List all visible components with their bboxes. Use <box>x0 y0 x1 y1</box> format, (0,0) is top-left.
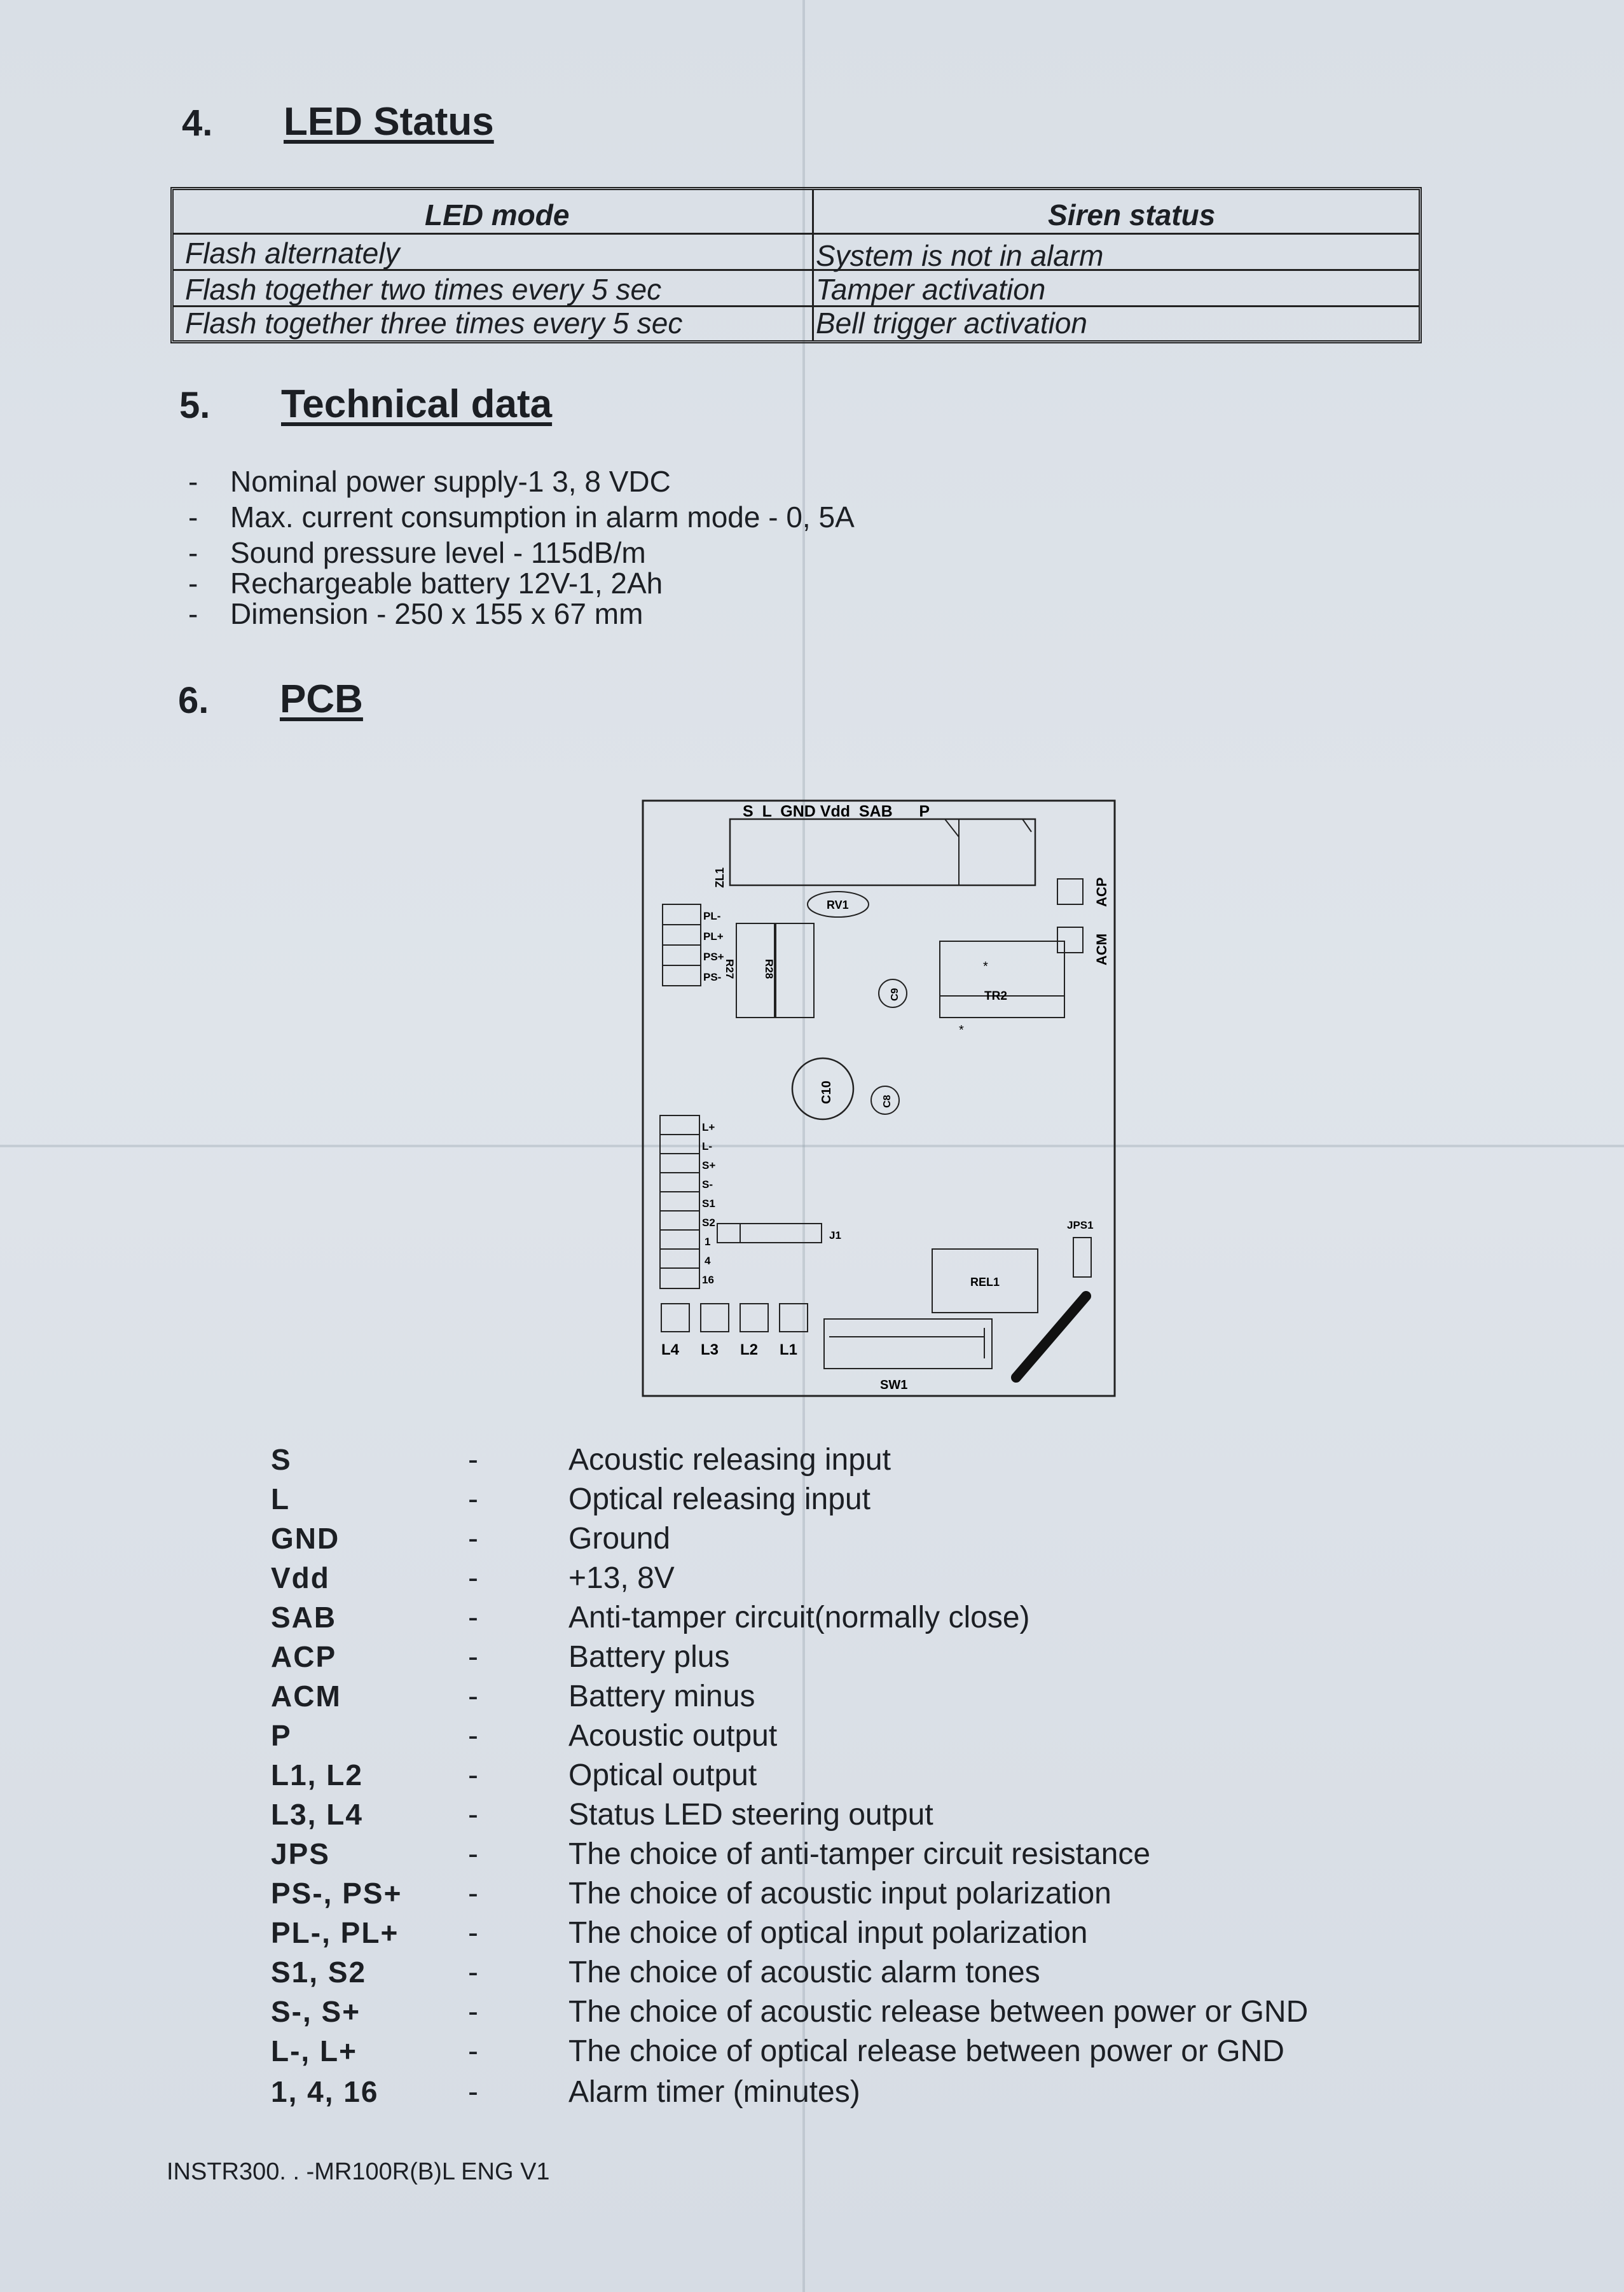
pl-minus-label: PL- <box>703 910 721 922</box>
section-title-led: LED Status <box>284 100 494 144</box>
legend-dash: - <box>468 1956 478 1989</box>
header-siren-status: Siren status <box>1048 198 1216 231</box>
legend-description: The choice of anti-tamper circuit resistance <box>568 1837 1151 1871</box>
legend-description: The choice of acoustic alarm tones <box>568 1956 1040 1989</box>
pin-label-s-plus: S+ <box>702 1159 716 1171</box>
tech-item-text: Max. current consumption in alarm mode - 0, 5A <box>230 501 855 534</box>
section-title-pcb: PCB <box>280 677 363 721</box>
p-connector <box>959 819 1035 885</box>
legend-key: Vdd <box>271 1561 330 1594</box>
led-l4 <box>661 1304 689 1332</box>
legend-dash: - <box>468 1798 478 1832</box>
tech-item-text: Sound pressure level - 115dB/m <box>230 536 646 569</box>
c10-label: C10 <box>820 1080 834 1104</box>
section-number-pcb: 6. <box>178 680 209 721</box>
legend-description: The choice of acoustic release between power or GND <box>568 1995 1309 2029</box>
legend-key: SAB <box>271 1601 337 1634</box>
legend-dash: - <box>468 1522 478 1556</box>
table-row <box>174 307 1419 340</box>
header-led-mode: LED mode <box>425 198 570 231</box>
led-l2 <box>740 1304 768 1332</box>
legend-dash: - <box>468 1601 478 1634</box>
ps-minus-label: PS- <box>703 971 722 983</box>
legend-dash: - <box>468 1916 478 1950</box>
legend-dash: - <box>468 1995 478 2029</box>
legend-dash: - <box>468 1837 478 1871</box>
pin-label-s1: S1 <box>702 1198 715 1210</box>
legend-key: S <box>271 1443 292 1476</box>
legend-key: L <box>271 1482 291 1515</box>
c9-label: C9 <box>890 988 900 1001</box>
tr2-star-icon: * <box>983 960 988 974</box>
legend-description: Optical output <box>568 1758 757 1792</box>
top-connector-block <box>730 819 1035 885</box>
siren-status-cell: Bell trigger activation <box>816 307 1087 340</box>
led-status-table <box>170 187 1422 343</box>
tech-item <box>188 500 855 534</box>
c8-label: C8 <box>882 1094 893 1108</box>
document-footer: INSTR300. . -MR100R(B)L ENG V1 <box>167 2158 550 2185</box>
section-number-tech: 5. <box>179 385 210 426</box>
left-pin-header <box>660 1115 699 1288</box>
legend-key: S1, S2 <box>271 1956 367 1989</box>
bullet-dash: - <box>188 567 198 600</box>
table-row <box>174 235 1419 271</box>
legend-key: PS-, PS+ <box>271 1877 403 1910</box>
tr2-star-icon: * <box>959 1023 964 1037</box>
rv1-label: RV1 <box>827 899 849 911</box>
tech-item <box>188 566 663 600</box>
left-pin-dividers <box>660 1135 699 1268</box>
tech-item-text: Rechargeable battery 12V-1, 2Ah <box>230 567 663 600</box>
acm-label: ACM <box>1094 933 1110 965</box>
zl1-label: ZL1 <box>713 867 726 888</box>
legend-key: P <box>271 1719 292 1752</box>
tamper-spring-bar <box>1016 1296 1086 1377</box>
legend-dash: - <box>468 1443 478 1477</box>
led-mode-cell: Flash alternately <box>185 237 400 270</box>
led-l2-label: L2 <box>740 1341 759 1358</box>
legend-description: The choice of optical release between power or GND <box>568 2034 1284 2068</box>
led-mode-cell: Flash together three times every 5 sec <box>185 307 683 340</box>
pcb-outline <box>643 801 1115 1396</box>
legend-description: Ground <box>568 1522 671 1556</box>
legend-key: 1, 4, 16 <box>271 2075 379 2108</box>
legend-key: L1, L2 <box>271 1758 363 1791</box>
siren-status-cell: Tamper activation <box>816 273 1046 306</box>
pin-label-1: 1 <box>705 1236 711 1248</box>
sw1-switch <box>824 1319 992 1369</box>
siren-status-cell: System is not in alarm <box>816 239 1104 272</box>
j1-connector <box>717 1224 822 1243</box>
legend-description: The choice of optical input polarization <box>568 1916 1088 1950</box>
r28-component <box>776 923 814 1018</box>
legend-description: Anti-tamper circuit(normally close) <box>568 1601 1030 1634</box>
bullet-dash: - <box>188 536 198 569</box>
tech-item-text: Dimension - 250 x 155 x 67 mm <box>230 597 643 630</box>
pin-label-4: 4 <box>705 1255 711 1267</box>
section-title-tech: Technical data <box>281 382 553 426</box>
legend-key: PL-, PL+ <box>271 1916 399 1949</box>
tech-item-text: Nominal power supply-1 3, 8 VDC <box>230 465 671 498</box>
tr2-label: TR2 <box>984 990 1007 1003</box>
legend-key: ACM <box>271 1680 341 1713</box>
legend-description: Alarm timer (minutes) <box>568 2075 860 2109</box>
tr2-component <box>940 941 1064 1018</box>
legend-description: Optical releasing input <box>568 1482 870 1516</box>
led-l3-label: L3 <box>701 1341 719 1358</box>
acm-pad <box>1057 927 1083 953</box>
legend-key: GND <box>271 1522 340 1555</box>
legend-dash: - <box>468 1877 478 1910</box>
tech-item <box>188 535 646 570</box>
legend-dash: - <box>468 1719 478 1753</box>
pin-label-l-plus: L+ <box>702 1121 715 1133</box>
legend-description: Status LED steering output <box>568 1798 933 1832</box>
pin-label-s-minus: S- <box>702 1178 713 1191</box>
led-mode-cell: Flash together two times every 5 sec <box>185 273 662 306</box>
ps-plus-label: PS+ <box>703 951 724 963</box>
tech-item <box>188 597 643 631</box>
legend-description: Acoustic releasing input <box>568 1443 891 1477</box>
top-connector-label: S L GND Vdd SAB P <box>743 803 930 820</box>
legend-description: Battery minus <box>568 1680 755 1713</box>
pl-plus-label: PL+ <box>703 930 724 942</box>
bullet-dash: - <box>188 501 198 534</box>
tech-item <box>188 464 671 499</box>
legend-dash: - <box>468 1640 478 1674</box>
pcb-diagram <box>641 799 1117 1398</box>
table-row <box>174 271 1419 307</box>
legend-description: +13, 8V <box>568 1561 675 1595</box>
r27-label: R27 <box>724 959 736 979</box>
jps1-label: JPS1 <box>1067 1219 1094 1231</box>
legend-dash: - <box>468 1758 478 1792</box>
connector-mark <box>1022 819 1031 832</box>
led-l1-label: L1 <box>780 1341 798 1358</box>
legend-key: L3, L4 <box>271 1798 363 1831</box>
connector-mark <box>945 819 959 837</box>
rel1-label: REL1 <box>970 1276 1000 1288</box>
legend-description: Battery plus <box>568 1640 730 1674</box>
pin-label-16: 16 <box>702 1274 714 1286</box>
pin-label-s2: S2 <box>702 1217 715 1229</box>
legend-description: The choice of acoustic input polarization <box>568 1877 1111 1910</box>
section-number-led: 4. <box>182 102 213 144</box>
legend-dash: - <box>468 1482 478 1516</box>
bullet-dash: - <box>188 465 198 498</box>
legend-description: Acoustic output <box>568 1719 778 1753</box>
legend-dash: - <box>468 1680 478 1713</box>
acp-pad <box>1057 879 1083 904</box>
legend-key: ACP <box>271 1640 337 1673</box>
legend-key: JPS <box>271 1837 330 1870</box>
led-l1 <box>780 1304 808 1332</box>
r28-label: R28 <box>763 959 775 979</box>
led-l3 <box>701 1304 729 1332</box>
legend-dash: - <box>468 2034 478 2068</box>
table-header-row <box>174 190 1419 235</box>
legend-dash: - <box>468 1561 478 1595</box>
legend-key: L-, L+ <box>271 2034 357 2068</box>
jps1-jumper <box>1073 1238 1091 1277</box>
j1-label: J1 <box>829 1229 841 1241</box>
legend-dash: - <box>468 2075 478 2109</box>
bullet-dash: - <box>188 597 198 630</box>
pin-label-l-minus: L- <box>702 1140 713 1152</box>
acp-label: ACP <box>1094 877 1110 907</box>
legend-key: S-, S+ <box>271 1995 361 2028</box>
led-l4-label: L4 <box>661 1341 680 1358</box>
sw1-label: SW1 <box>880 1378 908 1392</box>
